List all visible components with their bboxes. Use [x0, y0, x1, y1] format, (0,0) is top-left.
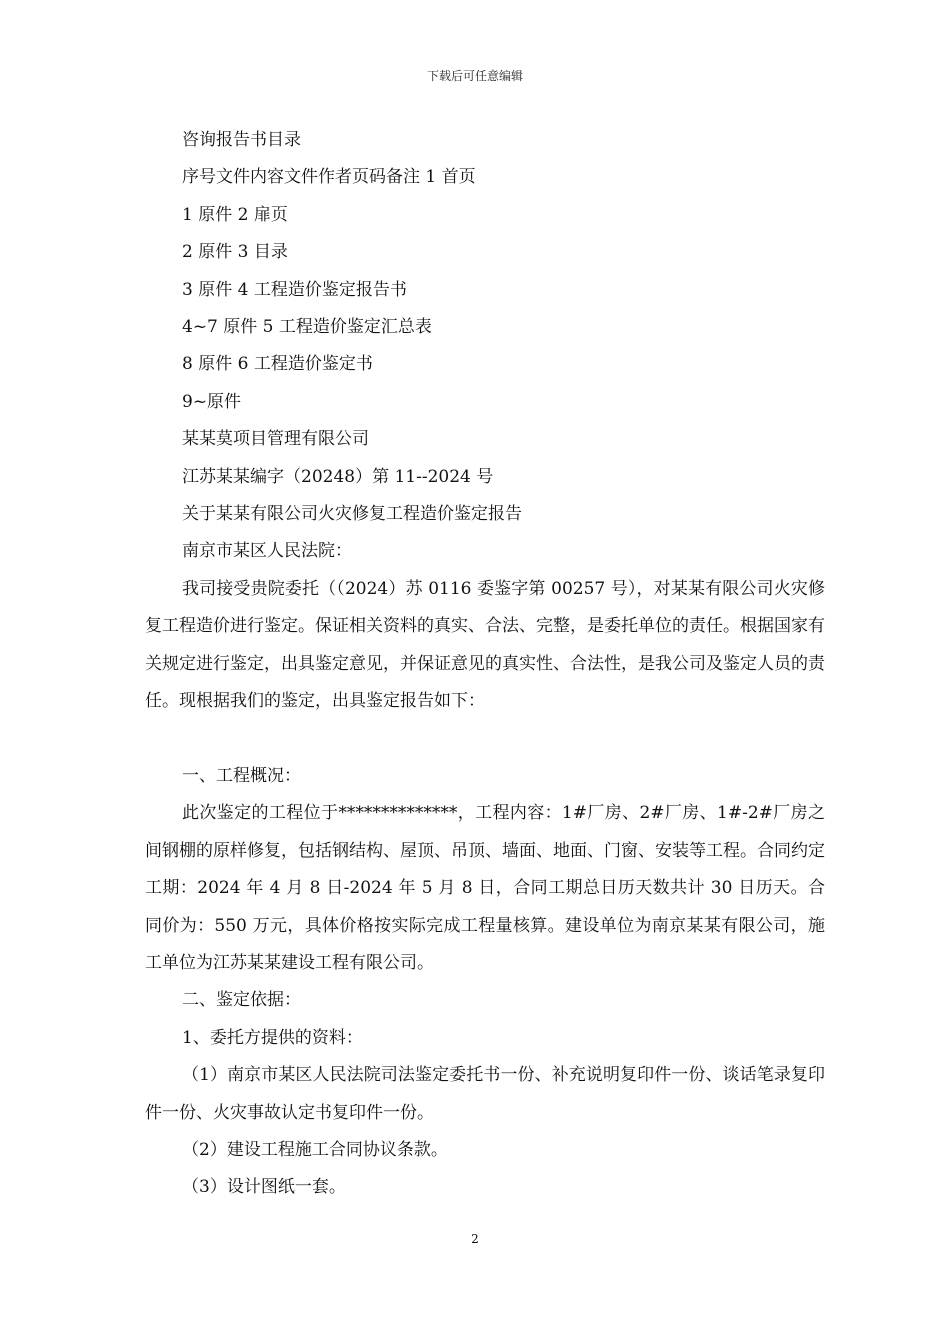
section-heading: 一、工程概况：	[182, 765, 301, 786]
basis-item: （2）建设工程施工合同协议条款。	[182, 1139, 448, 1160]
toc-row: 1 原件 2 扉页	[182, 204, 288, 225]
project-overview-paragraph: 此次鉴定的工程位于**************，工程内容：1#厂房、2#厂房、1#-2#厂房之间钢棚的原样修复，包括钢结构、屋顶、吊顶、墙面、地面、门窗、安装等工程。合同约定工期：2024 年 4 月 8 日-2024 年 5 月 8 日，合同工期总日历天数共计 30 日历天。合同价为：550 万元，具体价格按实际完成工程量核算。建设单位为南京某某有限公司，施工单位为江苏某某建设工程有限公司。	[145, 803, 825, 973]
section-heading: 二、鉴定依据：	[182, 990, 301, 1011]
blank-line	[145, 721, 825, 758]
toc-title: 咨询报告书目录	[182, 130, 301, 150]
page-number: 2	[471, 1232, 479, 1246]
toc-row: 3 原件 4 工程造价鉴定报告书	[182, 279, 407, 300]
toc-row: 序号文件内容文件作者页码备注 1 首页	[182, 167, 476, 188]
company-name: 某某莫项目管理有限公司	[182, 429, 369, 450]
toc-row: 2 原件 3 目录	[182, 242, 288, 263]
addressee: 南京市某区人民法院：	[182, 541, 352, 562]
intro-paragraph: 我司接受贵院委托（（2024）苏 0116 委鉴字第 00257 号），对某某有限公司火灾修复工程造价进行鉴定。保证相关资料的真实、合法、完整，是委托单位的责任。根据国家有关规定进行鉴定，出具鉴定意见，并保证意见的真实性、合法性，是我公司及鉴定人员的责任。现根据我们的鉴定，出具鉴定报告如下：	[145, 578, 825, 712]
basis-item: （1）南京市某区人民法院司法鉴定委托书一份、补充说明复印件一份、谈话笔录复印件一份、火灾事故认定书复印件一份。	[145, 1065, 825, 1123]
document-number: 江苏某某编字（20248）第 11--2024 号	[182, 466, 494, 487]
basis-item: （3）设计图纸一套。	[182, 1177, 346, 1198]
toc-row: 9~原件	[182, 391, 242, 412]
toc-row: 8 原件 6 工程造价鉴定书	[182, 354, 373, 375]
subsection-heading: 1、委托方提供的资料：	[182, 1027, 363, 1048]
header-note: 下载后可任意编辑	[426, 69, 523, 83]
document-body	[145, 122, 825, 1207]
report-title: 关于某某有限公司火灾修复工程造价鉴定报告	[182, 504, 522, 525]
toc-row: 4~7 原件 5 工程造价鉴定汇总表	[182, 317, 432, 338]
